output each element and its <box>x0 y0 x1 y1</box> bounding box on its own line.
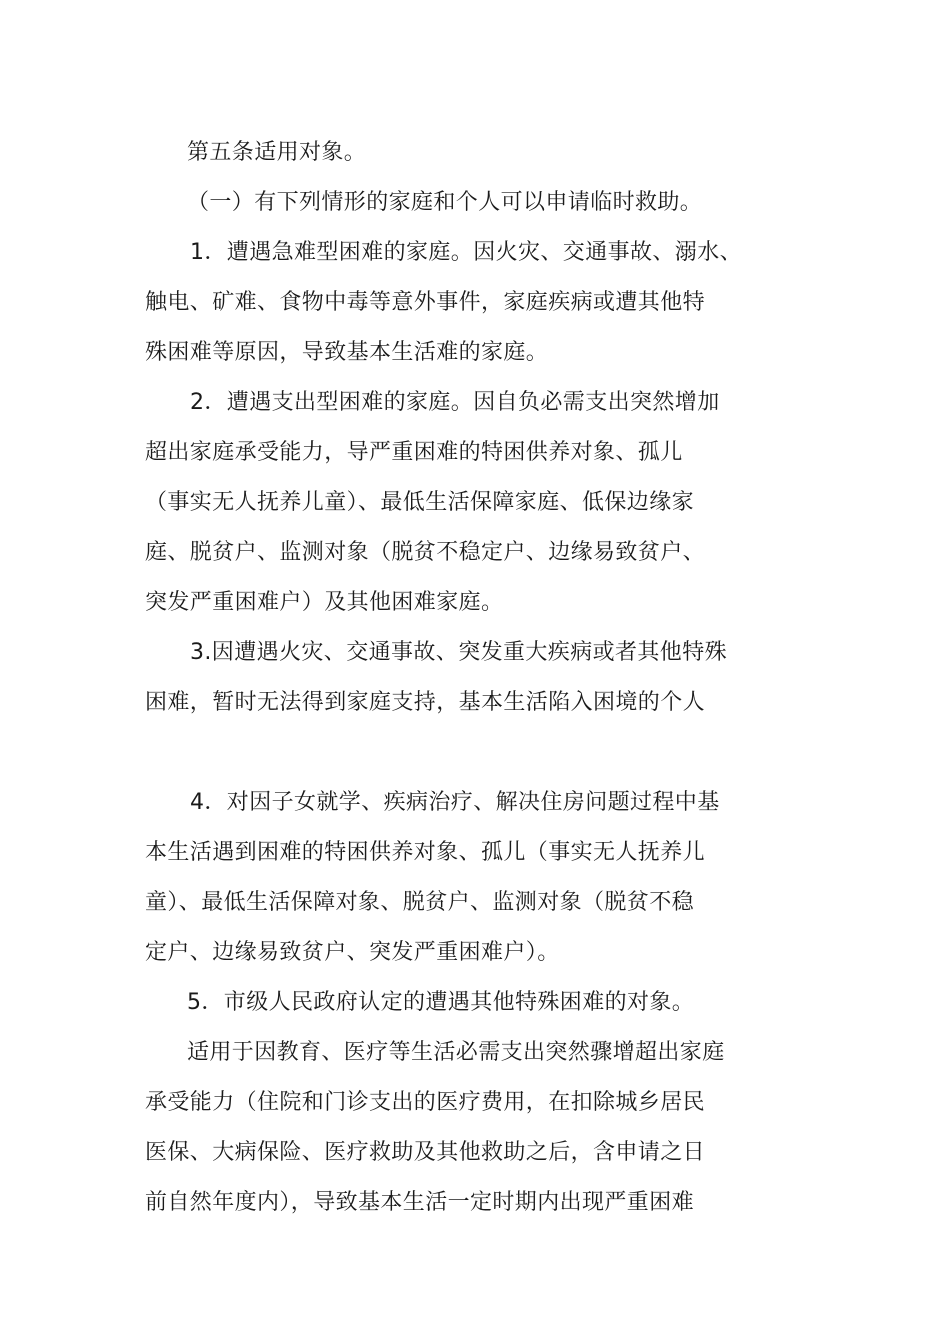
paragraph-line: 前自然年度内），导致基本生活一定时期内出现严重困难 <box>145 1190 695 1215</box>
paragraph-line: （事实无人抚养儿童）、最低生活保障家庭、低保边缘家 <box>145 490 695 515</box>
section-heading: （一）有下列情形的家庭和个人可以申请临时救助。 <box>187 190 703 215</box>
paragraph-line: 超出家庭承受能力，导严重困难的特困供养对象、孤儿 <box>145 440 683 465</box>
paragraph-line: 适用于因教育、医疗等生活必需支出突然骤增超出家庭 <box>187 1040 725 1065</box>
paragraph-line: 1．遭遇急难型困难的家庭。因火灾、交通事故、溺水、 <box>190 240 742 265</box>
paragraph-line: 4．对因子女就学、疾病治疗、解决住房问题过程中基 <box>190 790 720 815</box>
paragraph-line: 定户、边缘易致贫户、突发严重困难户）。 <box>145 940 560 965</box>
article-heading: 第五条适用对象。 <box>187 140 367 165</box>
paragraph-line: 医保、大病保险、医疗救助及其他救助之后，含申请之日 <box>145 1140 706 1165</box>
paragraph-line: 困难，暂时无法得到家庭支持，基本生活陷入困境的个人 <box>145 690 706 715</box>
paragraph-line: 殊困难等原因，导致基本生活难的家庭。 <box>145 340 549 365</box>
paragraph-line: 突发严重困难户）及其他困难家庭。 <box>145 590 504 615</box>
paragraph-line: 3.因遭遇火灾、交通事故、突发重大疾病或者其他特殊 <box>190 640 727 665</box>
paragraph-line: 5．市级人民政府认定的遭遇其他特殊困难的对象。 <box>187 990 695 1015</box>
paragraph-line: 本生活遇到困难的特困供养对象、孤儿（事实无人抚养儿 <box>145 840 706 865</box>
paragraph-line: 2．遭遇支出型困难的家庭。因自负必需支出突然增加 <box>190 390 720 415</box>
paragraph-line: 庭、脱贫户、监测对象（脱贫不稳定户、边缘易致贫户、 <box>145 540 706 565</box>
paragraph-line: 触电、矿难、食物中毒等意外事件，家庭疾病或遭其他特 <box>145 290 706 315</box>
paragraph-line: 童）、最低生活保障对象、脱贫户、监测对象（脱贫不稳 <box>145 890 695 915</box>
paragraph-line: 承受能力（住院和门诊支出的医疗费用，在扣除城乡居民 <box>145 1090 706 1115</box>
